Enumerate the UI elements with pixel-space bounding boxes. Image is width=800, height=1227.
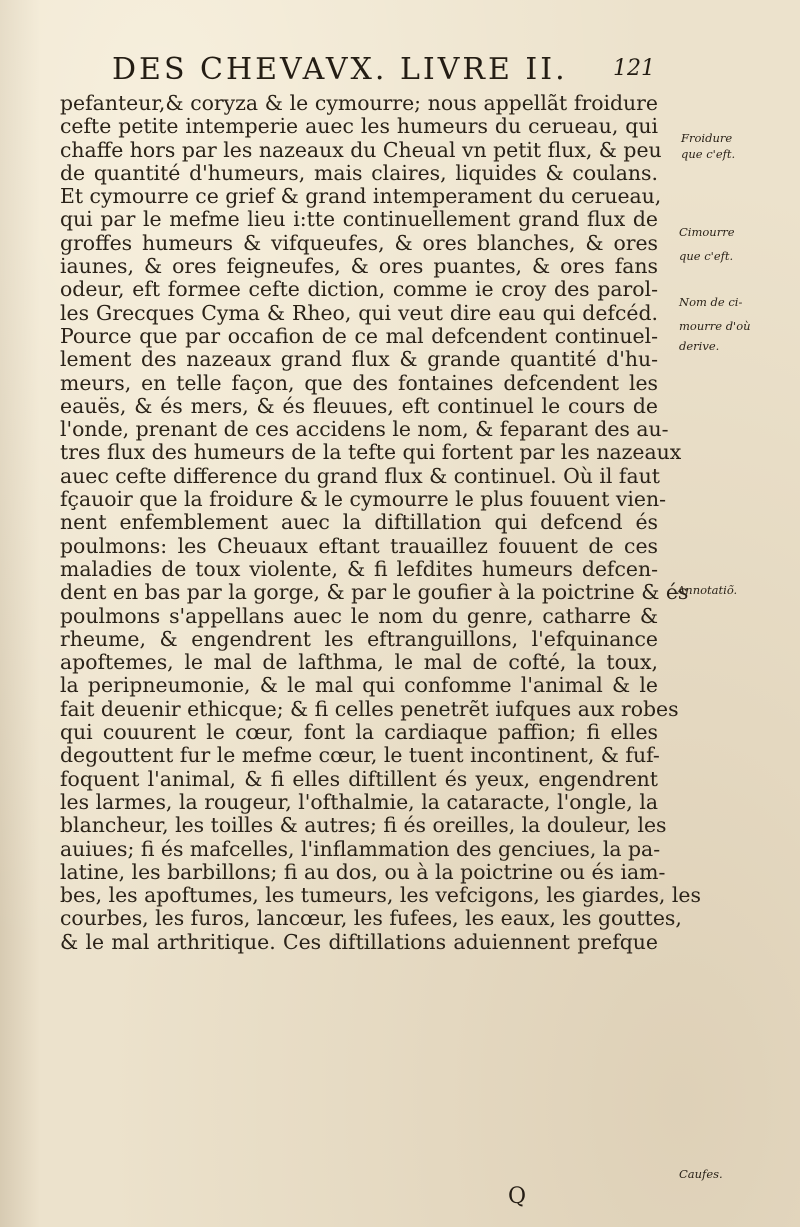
text-line: courbes, les furos, lancœur, les fufees, les eaux, les gouttes, — [60, 906, 682, 931]
catchword: Q — [508, 1184, 527, 1209]
text-line: pefanteur,& coryza & le cymourre; nous appellãt froidure — [60, 91, 658, 115]
text-line: foquent l'animal, & fi elles diftillent és yeux, engendrent — [60, 766, 658, 791]
text-line: poulmons s'appellans auec le nom du genre, catharre & — [60, 603, 658, 628]
text-line: la peripneumonie, & le mal qui confomme l'animal & le — [60, 673, 658, 698]
text-line: latine, les barbillons; fi au dos, ou à la poictrine ou és iam- — [60, 859, 666, 884]
text-line: poulmons: les Cheuaux eftant trauaillez fouuent de ces — [60, 533, 658, 558]
margin-note: Nom de ci- — [679, 295, 743, 309]
margin-note: Froidure — [681, 131, 733, 145]
text-line: maladies de toux violente, & fi lefdites humeurs defcen- — [60, 556, 658, 581]
running-head — [0, 52, 800, 92]
text-line: auiues; fi és mafcelles, l'inflammation des genciues, la pa- — [60, 836, 661, 861]
margin-note: que c'eft. — [681, 147, 736, 161]
text-line: l'onde, prenant de ces accidens le nom, & feparant des au- — [60, 417, 669, 442]
text-line: qui par le mefme lieu i:tte continuellement grand flux de — [60, 207, 658, 232]
text-line: rheume, & engendrent les eftranguillons, l'efquinance — [60, 626, 658, 651]
text-line: auec cefte difference du grand flux & continuel. Où il faut — [60, 463, 660, 488]
margin-note: derive. — [679, 339, 720, 353]
text-line: lement des nazeaux grand flux & grande quantité d'hu- — [60, 347, 658, 372]
text-line: les Grecques Cyma & Rheo, qui veut dire eau qui defcéd. — [60, 300, 658, 325]
text-line: iaunes, & ores feigneufes, & ores puantes, & ores fans — [60, 254, 658, 279]
text-line: groffes humeurs & vifqueufes, & ores blanches, & ores — [60, 230, 658, 255]
margin-note: Annotatiõ. — [677, 583, 738, 597]
text-line: tres flux des humeurs de la tefte qui fortent par les nazeaux — [60, 440, 682, 465]
margin-note: Cimourre — [679, 225, 735, 239]
margin-note: mourre d'où — [679, 319, 751, 333]
text-line: fçauoir que la froidure & le cymourre le plus fouuent vien- — [60, 487, 666, 512]
text-line: nent enfemblement auec la diftillation qui defcend és — [60, 510, 658, 535]
text-line: Et cymourre ce grief & grand intemperament du cerueau, — [60, 184, 662, 209]
text-line: degouttent fur le mefme cœur, le tuent incontinent, & fuf- — [60, 743, 660, 768]
text-line: les larmes, la rougeur, l'ofthalmie, la cataracte, l'ongle, la — [60, 789, 658, 814]
running-title: DES CHEVAVX. LIVRE II. — [112, 52, 568, 87]
text-line: & le mal arthritique. Ces diftillations aduiennent prefque — [60, 929, 658, 954]
text-line: chaffe hors par les nazeaux du Cheual vn petit flux, & peu — [60, 137, 662, 162]
text-line: cefte petite intemperie auec les humeurs du cerueau, qui — [60, 114, 658, 139]
text-line: de quantité d'humeurs, mais claires, liquides & coulans. — [60, 160, 658, 185]
text-line: apoftemes, le mal de lafthma, le mal de cofté, la toux, — [60, 650, 658, 675]
text-line: dent en bas par la gorge, & par le goufier à la poictrine & és — [60, 580, 689, 605]
text-line: odeur, eft formee cefte diction, comme ie croy des parol- — [60, 277, 658, 302]
text-line: blancheur, les toilles & autres; fi és oreilles, la douleur, les — [60, 813, 667, 838]
text-line: eauës, & és mers, & és fleuues, eft continuel le cours de — [60, 393, 658, 418]
text-line: meurs, en telle façon, que des fontaines defcendent les — [60, 370, 658, 395]
text-line: bes, les apoftumes, les tumeurs, les vefcigons, les giardes, les — [60, 883, 701, 908]
text-line: fait deuenir ethicque; & fi celles penetrẽt iufques aux robes — [60, 696, 679, 721]
page-number: 121 — [613, 56, 655, 81]
text-line: qui couurent le cœur, font la cardiaque paffion; fi elles — [60, 720, 658, 745]
text-line: Pource que par occafion de ce mal defcendent continuel- — [60, 323, 658, 348]
margin-note: Caufes. — [679, 1167, 723, 1181]
margin-note: que c'eft. — [679, 249, 734, 263]
